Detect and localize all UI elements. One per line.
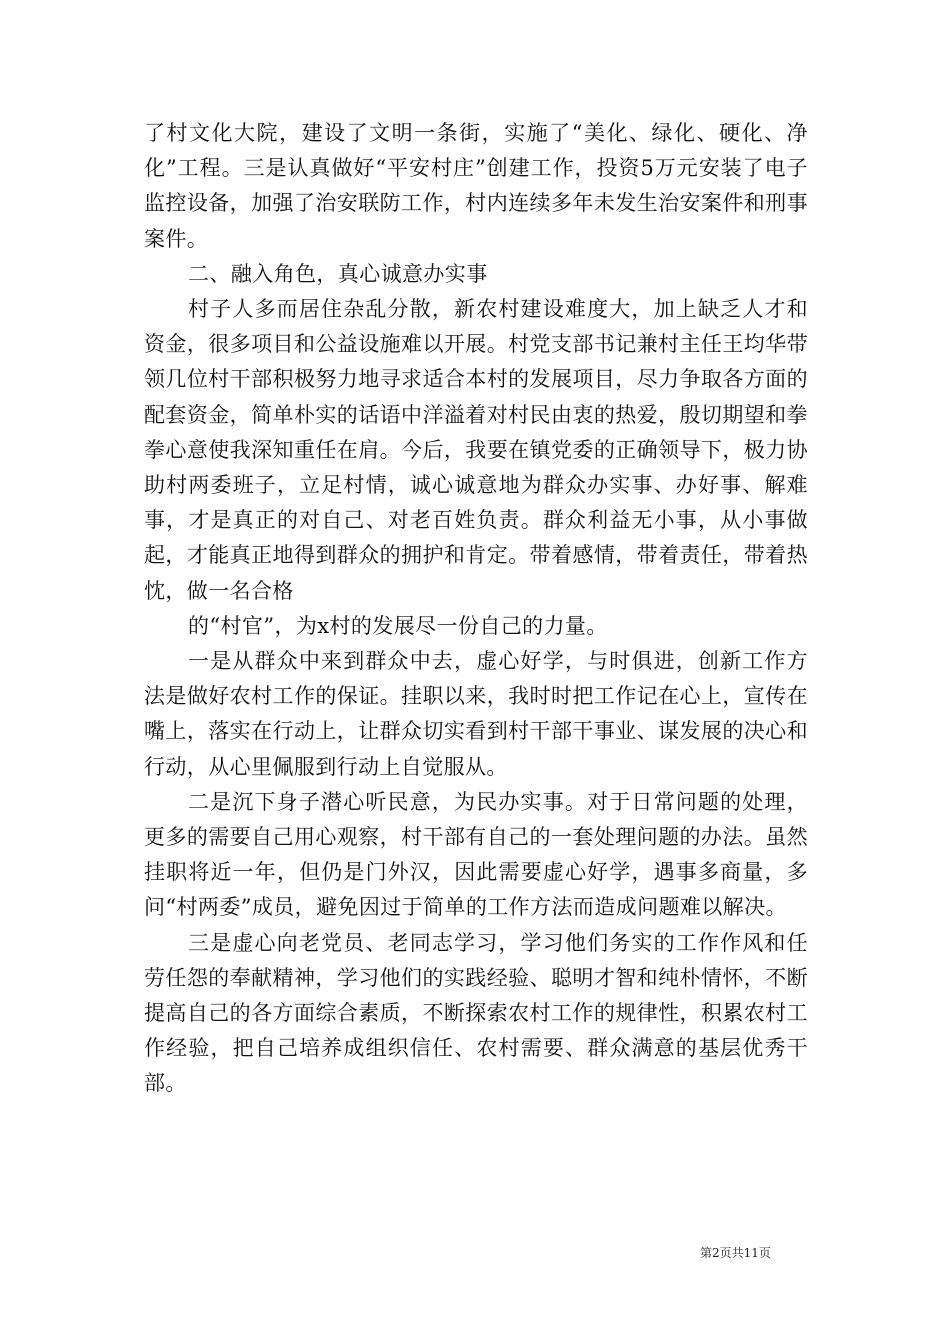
paragraph: 二是沉下身子潜心听民意，为民办实事。对于日常问题的处理，更多的需要自己用心观察，村干部有自己的一套处理问题的办法。虽然挂职将近一年，但仍是门外汉，因此需要虚心好学，遇事多商量，多问“村两委”成员，避免因过于简单的工作方法而造成问题难以解决。 xyxy=(144,789,808,920)
paragraph-continued: 了村文化大院，建设了文明一条街，实施了“美化、绿化、硬化、净化”工程。三是认真做好“平安村庄”创建工作，投资5万元安装了电子监控设备，加强了治安联防工作，村内连续多年未发生治安案件和刑事案件。 xyxy=(144,121,808,251)
document-body xyxy=(144,116,808,1102)
paragraph: 三是虚心向老党员、老同志学习，学习他们务实的工作作风和任劳任怨的奉献精神，学习他们的实践经验、聪明才智和纯朴情怀，不断提高自己的各方面综合素质，不断探索农村工作的规律性，积累农村工作经验，把自己培养成组织信任、农村需要、群众满意的基层优秀干部。 xyxy=(144,930,808,1096)
page-number-footer: 第2页共11页 xyxy=(700,1246,771,1260)
paragraph: 村子人多而居住杂乱分散，新农村建设难度大，加上缺乏人才和资金，很多项目和公益设施难以开展。村党支部书记兼村主任王均华带领几位村干部积极努力地寻求适合本村的发展项目，尽力争取各方面的配套资金，简单朴实的话语中洋溢着对村民由衷的热爱，殷切期望和拳拳心意使我深知重任在肩。今后，我要在镇党委的正确领导下，极力协助村两委班子，立足村情，诚心诚意地为群众办实事、办好事、解难事，才是真正的对自己、对老百姓负责。群众利益无小事，从小事做起，才能真正地得到群众的拥护和肯定。带着感情，带着责任，带着热忱，做一名合格 xyxy=(144,297,808,603)
paragraph: 的“村官”，为x村的发展尽一份自己的力量。 xyxy=(188,613,608,638)
paragraph: 一是从群众中来到群众中去，虚心好学，与时俱进，创新工作方法是做好农村工作的保证。挂职以来，我时时把工作记在心上，宣传在嘴上，落实在行动上，让群众切实看到村干部干事业、谋发展的决心和行动，从心里佩服到行动上自觉服从。 xyxy=(144,649,808,779)
section-heading: 二、融入角色，真心诚意办实事 xyxy=(188,261,488,286)
